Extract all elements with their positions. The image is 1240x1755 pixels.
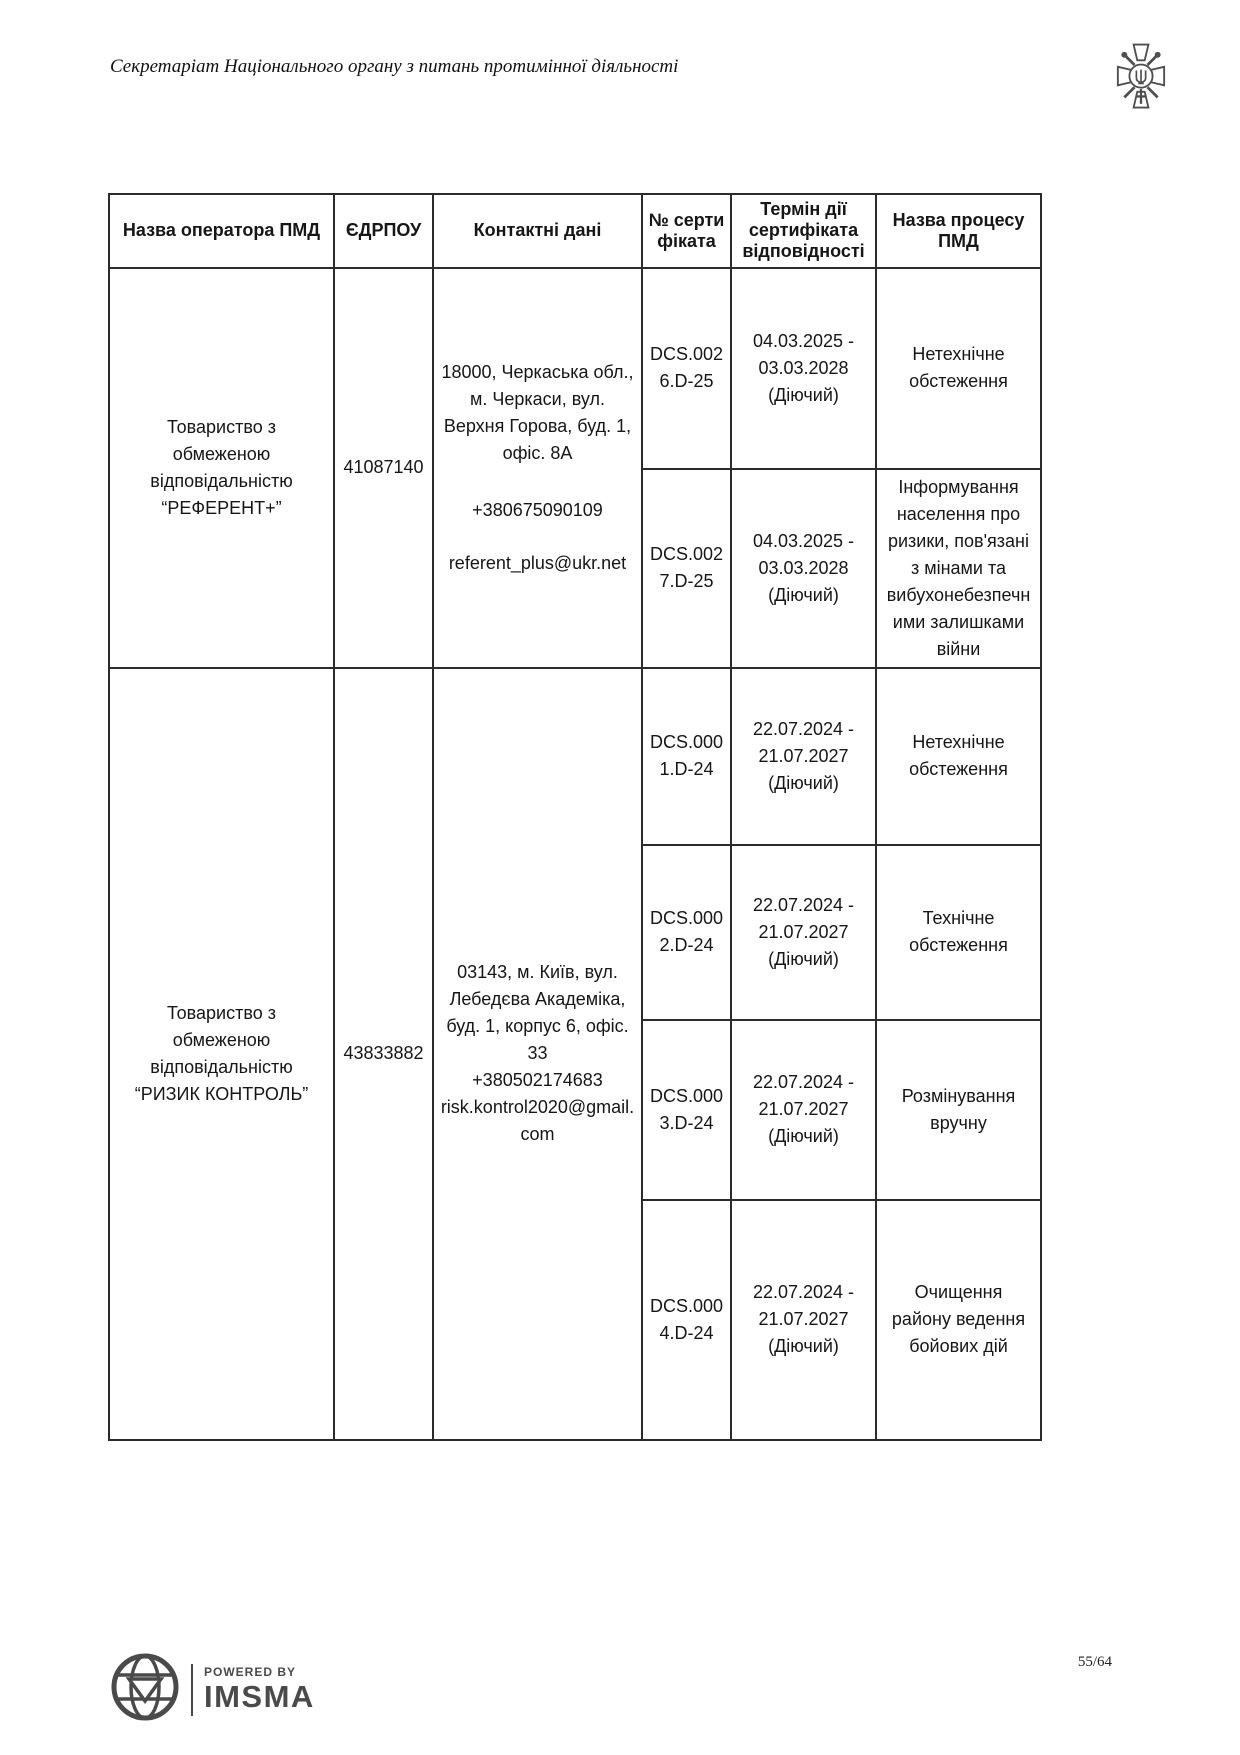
column-header-process: Назва процесу ПМД [876, 194, 1041, 268]
validity-cell: 22.07.2024 - 21.07.2027 (Діючий) [731, 1200, 876, 1440]
address-text: 03143, м. Київ, вул. Лебедєва Академіка, буд. 1, корпус 6, офіс. 33 [446, 962, 629, 1064]
contact-cell [433, 268, 642, 668]
certificates-table [108, 193, 1042, 1441]
certificate-number-cell: DCS.0002.D-24 [642, 845, 731, 1020]
column-header-cert-number: № сертифіката [642, 194, 731, 268]
process-cell: Нетехнічне обстеження [876, 668, 1041, 845]
mod-ukraine-emblem-icon [1116, 42, 1166, 117]
column-header-contacts: Контактні дані [433, 194, 642, 268]
column-header-validity: Термін дії сертифіката відповідності [731, 194, 876, 268]
phone-text: +380502174683 [472, 1070, 603, 1091]
table-row [109, 268, 1041, 469]
globe-icon [110, 1652, 180, 1727]
column-header-operator: Назва оператора ПМД [109, 194, 334, 268]
process-cell: Очищення району ведення бойових дій [876, 1200, 1041, 1440]
validity-cell: 04.03.2025 - 03.03.2028 (Діючий) [731, 268, 876, 469]
imsma-brand: IMSMA [204, 1679, 315, 1715]
email-text: referent_plus@ukr.net [448, 552, 627, 573]
logo-divider [191, 1664, 193, 1716]
edrpou-cell: 41087140 [334, 268, 433, 668]
validity-cell: 22.07.2024 - 21.07.2027 (Діючий) [731, 1020, 876, 1200]
validity-cell: 22.07.2024 - 21.07.2027 (Діючий) [731, 845, 876, 1020]
address-text: 18000, Черкаська обл., м. Черкаси, вул. Верхня Горова, буд. 1, офіс. 8А [441, 361, 634, 463]
certificate-number-cell: DCS.0003.D-24 [642, 1020, 731, 1200]
certificate-number-cell: DCS.0004.D-24 [642, 1200, 731, 1440]
powered-by-label: POWERED BY [204, 1665, 297, 1680]
certificate-number-cell: DCS.0027.D-25 [642, 469, 731, 668]
page-title: Секретаріат Національного органу з питань протимінної діяльності [110, 56, 679, 77]
operator-name-cell: Товариство з обмеженою відповідальністю “РИЗИК КОНТРОЛЬ” [109, 668, 334, 1440]
certificate-number-cell: DCS.0001.D-24 [642, 668, 731, 845]
email-text: risk.kontrol2020@gmail.com [440, 1097, 635, 1145]
edrpou-cell: 43833882 [334, 668, 433, 1440]
certificate-number-cell: DCS.0026.D-25 [642, 268, 731, 469]
table-row [109, 668, 1041, 845]
process-cell: Розмінування вручну [876, 1020, 1041, 1200]
phone-text: +380675090109 [472, 499, 603, 520]
page-number: 55/64 [1077, 1654, 1112, 1670]
column-header-edrpou: ЄДРПОУ [334, 194, 433, 268]
contact-cell [433, 668, 642, 1440]
process-cell: Нетехнічне обстеження [876, 268, 1041, 469]
imsma-logo [110, 1652, 315, 1727]
process-cell: Технічне обстеження [876, 845, 1041, 1020]
process-cell: Інформування населення про ризики, пов'язані з мінами та вибухонебезпечними залишками війни [876, 469, 1041, 668]
validity-cell: 04.03.2025 - 03.03.2028 (Діючий) [731, 469, 876, 668]
validity-cell: 22.07.2024 - 21.07.2027 (Діючий) [731, 668, 876, 845]
operator-name-cell: Товариство з обмеженою відповідальністю “РЕФЕРЕНТ+” [109, 268, 334, 668]
